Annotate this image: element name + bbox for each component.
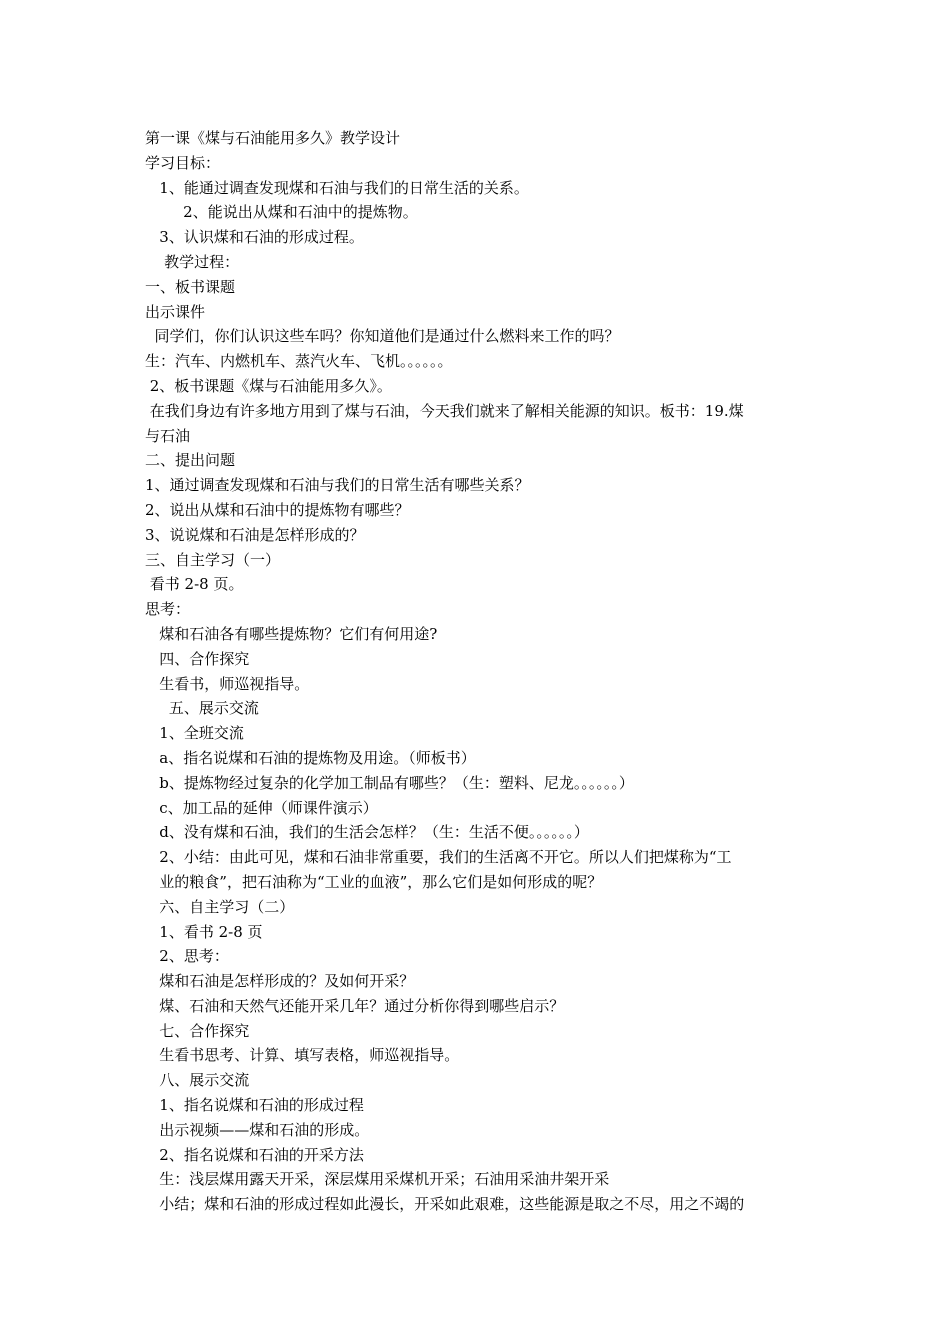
text-line: 与石油 <box>145 426 191 445</box>
text-line: 看书 2-8 页。 <box>145 575 244 594</box>
text-line: 生看书，师巡视指导。 <box>145 674 310 693</box>
text-line: 2、能说出从煤和石油中的提炼物。 <box>145 203 418 222</box>
text-line: 同学们，你们认识这些车吗？你知道他们是通过什么燃料来工作的吗？ <box>145 327 620 346</box>
text-line: 出示课件 <box>145 302 206 321</box>
text-line: 2、板书课题《煤与石油能用多久》。 <box>145 376 392 395</box>
text-line: 1、能通过调查发现煤和石油与我们的日常生活的关系。 <box>145 178 529 197</box>
text-line: 1、看书 2-8 页 <box>145 922 263 941</box>
section-heading: 七、合作探究 <box>145 1021 250 1040</box>
text-line: 生：汽车、内燃机车、蒸汽火车、飞机。。。。。。 <box>145 352 453 371</box>
text-line: 学习目标： <box>145 153 221 172</box>
text-line: 煤和石油各有哪些提炼物？它们有何用途? <box>145 624 438 643</box>
text-line: 煤和石油是怎样形成的？及如何开采？ <box>145 972 415 991</box>
text-line: a、指名说煤和石油的提炼物及用途。（师板书） <box>145 748 476 767</box>
section-heading: 三、自主学习（一） <box>145 550 281 569</box>
text-line: 煤、石油和天然气还能开采几年？通过分析你得到哪些启示？ <box>145 996 565 1015</box>
text-line: 教学过程： <box>145 252 240 271</box>
text-line: 2、指名说煤和石油的开采方法 <box>145 1145 364 1164</box>
text-line: 思考： <box>145 600 191 619</box>
text-line: 出示视频——煤和石油的形成。 <box>145 1120 370 1139</box>
document-body <box>145 126 815 1217</box>
text-line: 在我们身边有许多地方用到了煤与石油，今天我们就来了解相关能源的知识。板书：19.煤 <box>145 401 744 420</box>
text-line: 1、指名说煤和石油的形成过程 <box>145 1096 364 1115</box>
section-heading: 一、板书课题 <box>145 277 236 296</box>
text-line: d、没有煤和石油，我们的生活会怎样？（生：生活不便。。。。。。） <box>145 823 589 842</box>
text-line: 2、小结：由此可见，煤和石油非常重要，我们的生活离不开它。所以人们把煤称为“工 <box>145 848 732 867</box>
text-line: 3、说说煤和石油是怎样形成的？ <box>145 525 365 544</box>
text-line: 2、思考： <box>145 947 229 966</box>
text-line: 3、认识煤和石油的形成过程。 <box>145 228 364 247</box>
section-heading: 六、自主学习（二） <box>145 897 295 916</box>
text-line: 2、说出从煤和石油中的提炼物有哪些？ <box>145 500 410 519</box>
text-line: 生看书思考、计算、填写表格，师巡视指导。 <box>145 1046 460 1065</box>
text-line: b、提炼物经过复杂的化学加工制品有哪些？（生：塑料、尼龙。。。。。。） <box>145 773 634 792</box>
text-line: c、加工品的延伸（师课件演示） <box>145 798 378 817</box>
section-heading: 四、合作探究 <box>145 649 250 668</box>
section-heading: 二、提出问题 <box>145 451 236 470</box>
document-title: 第一课《煤与石油能用多久》教学设计 <box>145 129 401 147</box>
section-heading: 八、展示交流 <box>145 1071 250 1090</box>
section-heading: 五、展示交流 <box>145 699 259 718</box>
text-line: 生：浅层煤用露天开采，深层煤用采煤机开采；石油用采油井架开采 <box>145 1170 610 1189</box>
text-line: 1、全班交流 <box>145 724 244 743</box>
text-line: 1、通过调查发现煤和石油与我们的日常生活有哪些关系？ <box>145 476 530 495</box>
text-line: 小结；煤和石油的形成过程如此漫长，开采如此艰难，这些能源是取之不尽，用之不竭的 <box>145 1195 745 1214</box>
text-line: 业的粮食”，把石油称为“工业的血液”，那么它们是如何形成的呢？ <box>145 872 603 891</box>
